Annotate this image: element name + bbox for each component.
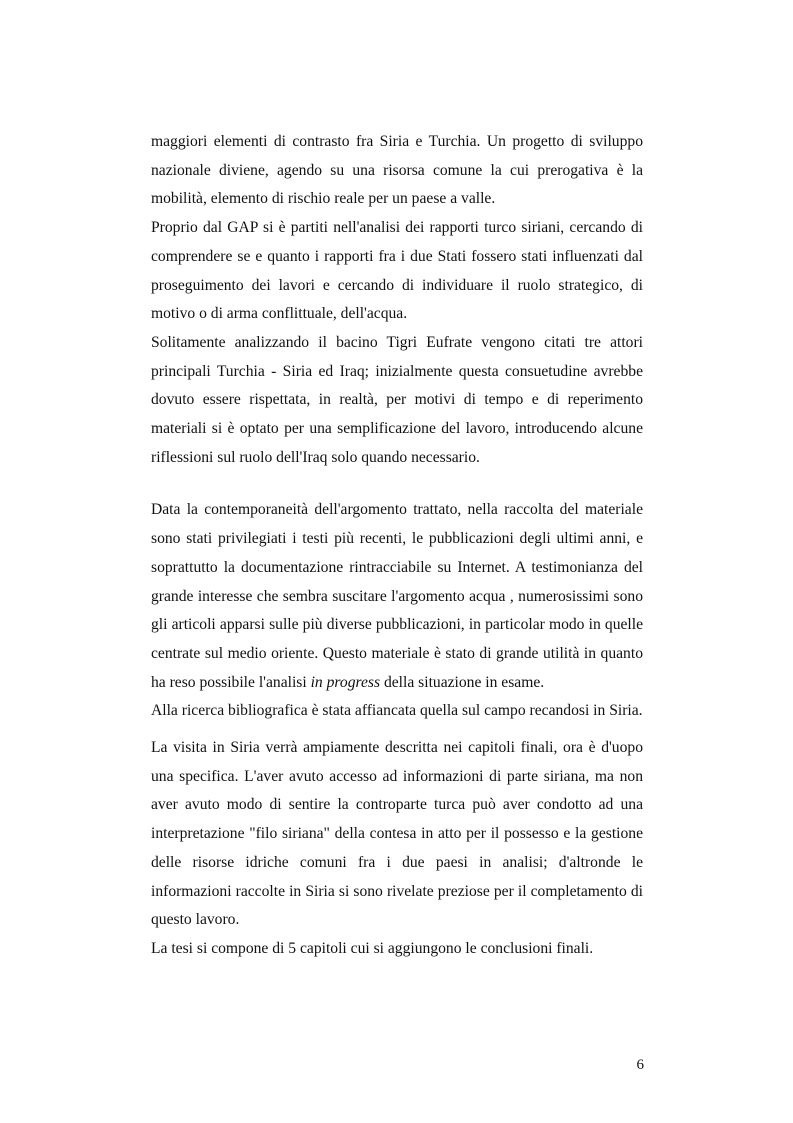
paragraph-4-text-before: Data la contemporaneità dell'argomento trattato, nella raccolta del materiale sono stati privilegiati i testi più recenti, le pubblicazioni degli ultimi anni, e soprattutto la documentazione rintracciabile su Internet. A testimonianza del grande interesse che sembra suscitare l'argomento acqua , numerosissimi sono gli articoli apparsi sulle più diverse pubblicazioni, in particolar modo in quelle centrate sul medio oriente. Questo materiale è stato di grande utilità in quanto ha reso possibile l'analisi xyxy=(151,501,643,691)
paragraph-4-text-after: della situazione in esame. xyxy=(380,673,545,691)
page-number: 6 xyxy=(636,1057,644,1073)
paragraph-4 xyxy=(151,496,643,697)
paragraph-4-emphasis: in progress xyxy=(310,673,381,691)
paragraph-1: maggiori elementi di contrasto fra Siria e Turchia. Un progetto di sviluppo nazionale diviene, agendo su una risorsa comune la cui prerogativa è la mobilità, elemento di rischio reale per un paese a valle. xyxy=(151,133,643,208)
paragraph-5: Alla ricerca bibliografica è stata affiancata quella sul campo recandosi in Siria. xyxy=(151,702,643,720)
paragraph-7: La tesi si compone di 5 capitoli cui si aggiungono le conclusioni finali. xyxy=(151,939,594,957)
paragraph-spacer xyxy=(151,472,643,496)
body-text xyxy=(151,128,643,964)
paragraph-6: La visita in Siria verrà ampiamente descritta nei capitoli finali, ora è d'uopo una specifica. L'aver avuto accesso ad informazioni di parte siriana, ma non aver avuto modo di sentire la controparte turca può aver condotto ad una interpretazione "filo siriana" della contesa in atto per il possesso e la gestione delle risorse idriche comuni fra i due paesi in analisi; d'altronde le informazioni raccolte in Siria si sono rivelate preziose per il completamento di questo lavoro. xyxy=(151,739,643,929)
paragraph-3: Solitamente analizzando il bacino Tigri Eufrate vengono citati tre attori principali Turchia - Siria ed Iraq; inizialmente questa consuetudine avrebbe dovuto essere rispettata, in realtà, per motivi di tempo e di reperimento materiali si è optato per una semplificazione del lavoro, introducendo alcune riflessioni sul ruolo dell'Iraq solo quando necessario. xyxy=(151,333,643,466)
paragraph-2: Proprio dal GAP si è partiti nell'analisi dei rapporti turco siriani, cercando di comprendere se e quanto i rapporti fra i due Stati fossero stati influenzati dal proseguimento dei lavori e cercando di individuare il ruolo strategico, di motivo o di arma conflittuale, dell'acqua. xyxy=(151,219,643,323)
paragraph-spacer xyxy=(151,726,643,734)
